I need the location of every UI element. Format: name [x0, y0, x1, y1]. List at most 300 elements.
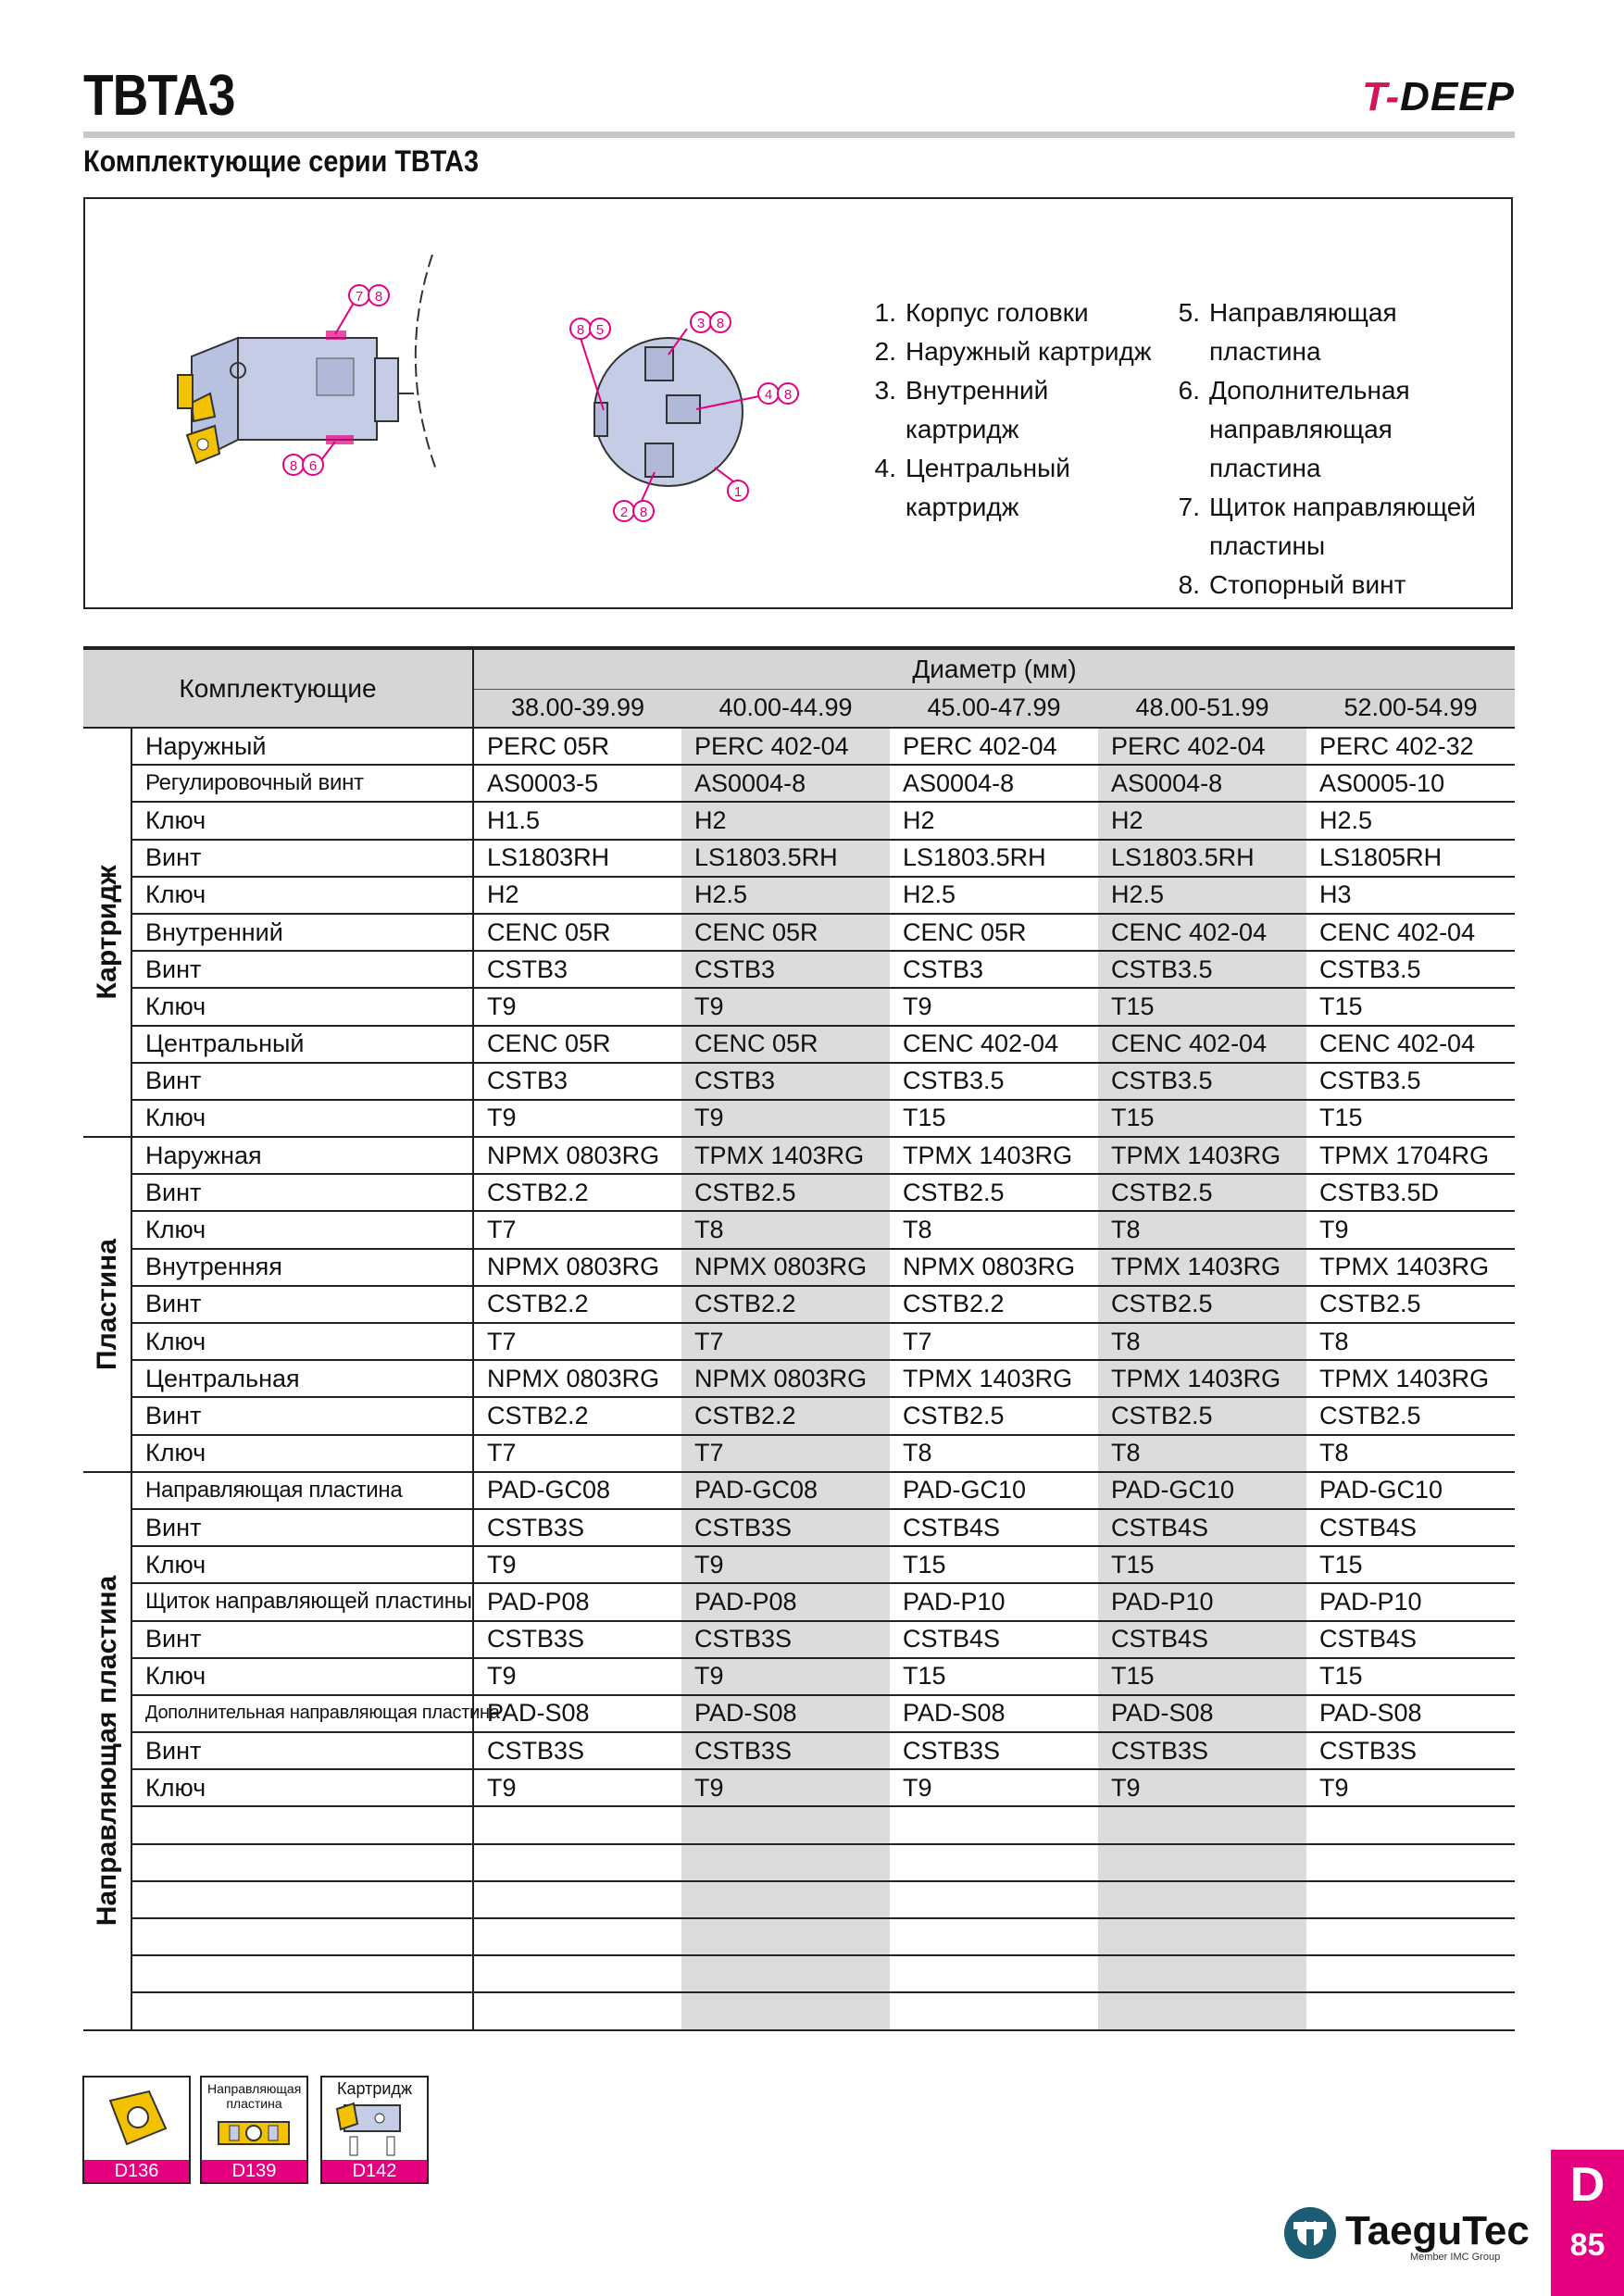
ref-page-d136: D136	[84, 2160, 189, 2182]
legend-text: Внутренний	[906, 376, 1049, 405]
row-label: Наружная	[131, 1137, 473, 1174]
value-cell: PERC 402-04	[681, 728, 890, 765]
value-cell: PAD-P10	[1098, 1583, 1306, 1620]
value-cell: PAD-P10	[1306, 1583, 1515, 1620]
row-label: Винт	[131, 1063, 473, 1100]
value-cell: H2	[473, 877, 681, 914]
row-label: Винт	[131, 1397, 473, 1434]
value-cell: CSTB2.5	[1098, 1174, 1306, 1211]
table-row	[83, 802, 1515, 839]
value-cell: T9	[473, 1546, 681, 1583]
table-row	[83, 765, 1515, 802]
legend-number: 3.	[874, 376, 896, 405]
value-cell: T15	[1306, 1100, 1515, 1137]
value-cell: CSTB2.2	[473, 1174, 681, 1211]
cartridge-icon	[322, 2078, 427, 2161]
value-cell: CSTB4S	[1306, 1509, 1515, 1546]
value-cell: T8	[1098, 1211, 1306, 1248]
value-cell: PAD-GC08	[681, 1472, 890, 1509]
brand-rest: DEEP	[1400, 74, 1515, 119]
value-cell	[473, 1844, 681, 1881]
value-cell: CSTB3S	[1306, 1732, 1515, 1769]
value-cell: T8	[1306, 1435, 1515, 1472]
value-cell	[473, 1806, 681, 1843]
value-cell	[1098, 1955, 1306, 1992]
svg-text:8: 8	[783, 387, 793, 403]
brand-prefix: T-	[1362, 74, 1401, 119]
row-label: Ключ	[131, 988, 473, 1025]
legend-item	[1168, 410, 1511, 488]
value-cell: H3	[1306, 877, 1515, 914]
value-cell: CSTB4S	[890, 1621, 1098, 1658]
legend-text: Корпус головки	[906, 298, 1089, 327]
value-cell: CSTB3	[473, 1063, 681, 1100]
value-cell: PERC 402-04	[890, 728, 1098, 765]
ref-label-guide-pad: Направляющая пластина	[207, 2081, 302, 2111]
header-rule	[83, 131, 1515, 138]
ref-page-d142: D142	[322, 2160, 427, 2182]
table-row	[83, 877, 1515, 914]
value-cell: CSTB3	[681, 951, 890, 988]
value-cell: PAD-S08	[1306, 1695, 1515, 1732]
value-cell	[681, 1918, 890, 1955]
value-cell: T15	[890, 1658, 1098, 1695]
ref-card-guide-pad[interactable]	[200, 2076, 308, 2184]
value-cell: CSTB2.5	[1098, 1286, 1306, 1323]
table-row	[83, 1026, 1515, 1063]
table-row	[83, 1100, 1515, 1137]
value-cell: H2.5	[681, 877, 890, 914]
value-cell	[473, 1955, 681, 1992]
value-cell: H1.5	[473, 802, 681, 839]
legend-text: Направляющая	[1209, 298, 1397, 327]
value-cell: TPMX 1403RG	[1098, 1137, 1306, 1174]
value-cell: TPMX 1403RG	[890, 1360, 1098, 1397]
row-label: Щиток направляющей пластины	[131, 1583, 473, 1620]
components-header: Комплектующие	[83, 650, 473, 728]
table-row	[83, 1583, 1515, 1620]
svg-text:8: 8	[639, 505, 648, 520]
legend-item	[1168, 371, 1511, 410]
legend-left	[865, 293, 1152, 527]
legend-item	[1168, 293, 1511, 332]
value-cell	[890, 1806, 1098, 1843]
table-row	[83, 728, 1515, 765]
value-cell	[1306, 1806, 1515, 1843]
value-cell: CENC 402-04	[1306, 914, 1515, 951]
row-label: Ключ	[131, 1546, 473, 1583]
row-label: Винт	[131, 1621, 473, 1658]
value-cell: CSTB3S	[890, 1732, 1098, 1769]
table-row	[83, 988, 1515, 1025]
value-cell: TPMX 1403RG	[890, 1137, 1098, 1174]
value-cell: CSTB3.5D	[1306, 1174, 1515, 1211]
group-label: Пластина	[91, 1238, 122, 1370]
legend-number: 5.	[1178, 298, 1200, 327]
value-cell: CSTB2.5	[890, 1174, 1098, 1211]
table-row	[83, 1918, 1515, 1955]
table-row	[83, 1955, 1515, 1992]
value-cell: NPMX 0803RG	[681, 1360, 890, 1397]
page-number: 85	[1569, 2227, 1605, 2263]
value-cell: PERC 402-32	[1306, 728, 1515, 765]
value-cell	[681, 1881, 890, 1918]
value-cell: T8	[681, 1211, 890, 1248]
row-label: Винт	[131, 951, 473, 988]
page-subtitle: Комплектующие серии TBTA3	[83, 144, 479, 178]
group-label-cell	[83, 1472, 131, 2030]
value-cell: T8	[1098, 1323, 1306, 1360]
value-cell: T8	[890, 1435, 1098, 1472]
svg-text:1: 1	[733, 484, 743, 500]
diameter-range-cell: 48.00-51.99	[1098, 689, 1306, 728]
value-cell: TPMX 1403RG	[1098, 1249, 1306, 1286]
value-cell: CSTB3S	[681, 1732, 890, 1769]
legend-item	[865, 488, 1152, 527]
diameter-range-cell: 38.00-39.99	[473, 689, 681, 728]
row-label: Наружный	[131, 728, 473, 765]
svg-text:2: 2	[619, 505, 629, 520]
legend-number: 1.	[874, 298, 896, 327]
svg-text:4: 4	[764, 387, 773, 403]
legend-number: 8.	[1178, 570, 1200, 599]
row-label	[131, 1918, 473, 1955]
value-cell	[681, 1992, 890, 2029]
row-label: Дополнительная направляющая пластина	[131, 1695, 473, 1732]
value-cell: T7	[681, 1323, 890, 1360]
value-cell	[1098, 1881, 1306, 1918]
value-cell: PAD-GC08	[473, 1472, 681, 1509]
table-row	[83, 1360, 1515, 1397]
value-cell: T8	[890, 1211, 1098, 1248]
row-label: Ключ	[131, 1323, 473, 1360]
value-cell: CSTB2.5	[681, 1174, 890, 1211]
value-cell: H2.5	[890, 877, 1098, 914]
value-cell: CSTB3S	[681, 1509, 890, 1546]
value-cell: TPMX 1403RG	[681, 1137, 890, 1174]
value-cell: T9	[1098, 1769, 1306, 1806]
legend-item	[1168, 332, 1511, 371]
table-row	[83, 1323, 1515, 1360]
value-cell: T15	[890, 1546, 1098, 1583]
table-row	[83, 1435, 1515, 1472]
value-cell: T7	[473, 1435, 681, 1472]
value-cell: AS0004-8	[1098, 765, 1306, 802]
diameter-range-cell: 40.00-44.99	[681, 689, 890, 728]
value-cell	[890, 1844, 1098, 1881]
value-cell: AS0005-10	[1306, 765, 1515, 802]
value-cell: PAD-S08	[681, 1695, 890, 1732]
value-cell: NPMX 0803RG	[473, 1249, 681, 1286]
value-cell: T9	[681, 988, 890, 1025]
value-cell: LS1803.5RH	[890, 840, 1098, 877]
table-row	[83, 914, 1515, 951]
table-row	[83, 1992, 1515, 2029]
value-cell: CSTB3	[473, 951, 681, 988]
value-cell: CSTB3.5	[890, 1063, 1098, 1100]
taegutec-logo-icon	[1280, 2203, 1340, 2263]
table-row	[83, 1658, 1515, 1695]
value-cell: AS0003-5	[473, 765, 681, 802]
value-cell: NPMX 0803RG	[890, 1249, 1098, 1286]
row-label: Ключ	[131, 1100, 473, 1137]
row-label: Винт	[131, 1174, 473, 1211]
table-row	[83, 1472, 1515, 1509]
value-cell: PAD-S08	[473, 1695, 681, 1732]
value-cell: CSTB3S	[473, 1509, 681, 1546]
value-cell: T15	[1306, 1546, 1515, 1583]
row-label: Винт	[131, 1732, 473, 1769]
value-cell: CSTB4S	[890, 1509, 1098, 1546]
value-cell: PERC 05R	[473, 728, 681, 765]
value-cell: CSTB3S	[681, 1621, 890, 1658]
value-cell	[1306, 1918, 1515, 1955]
value-cell: T8	[1098, 1435, 1306, 1472]
ref-card-insert[interactable]	[82, 2076, 191, 2184]
row-label: Ключ	[131, 1211, 473, 1248]
value-cell	[1098, 1918, 1306, 1955]
value-cell: CENC 05R	[473, 1026, 681, 1063]
value-cell: CENC 402-04	[1306, 1026, 1515, 1063]
group-label-cell	[83, 1137, 131, 1472]
table-row	[83, 1211, 1515, 1248]
legend-number: 6.	[1178, 376, 1200, 405]
value-cell: T15	[1306, 1658, 1515, 1695]
row-label: Винт	[131, 840, 473, 877]
ref-card-cartridge[interactable]	[320, 2076, 429, 2184]
value-cell: H2	[890, 802, 1098, 839]
value-cell: CSTB2.2	[681, 1397, 890, 1434]
value-cell: T9	[1306, 1769, 1515, 1806]
value-cell: CSTB2.2	[890, 1286, 1098, 1323]
value-cell: T15	[1098, 988, 1306, 1025]
svg-text:8: 8	[374, 289, 383, 305]
row-label: Центральная	[131, 1360, 473, 1397]
table-header-row	[83, 650, 1515, 689]
value-cell: T9	[890, 1769, 1098, 1806]
page-title: TBTA3	[83, 64, 235, 128]
value-cell: T9	[681, 1546, 890, 1583]
value-cell: T8	[1306, 1323, 1515, 1360]
value-cell: CSTB3.5	[1306, 1063, 1515, 1100]
tool-side-view-drawing	[136, 255, 469, 523]
value-cell: T9	[1306, 1211, 1515, 1248]
company-logo: TaeguTec	[1345, 2208, 1530, 2253]
value-cell: CENC 05R	[473, 914, 681, 951]
svg-text:6: 6	[308, 458, 318, 474]
group-label: Направляющая пластина	[91, 1575, 122, 1927]
table-row	[83, 1769, 1515, 1806]
group-label-cell	[83, 728, 131, 1137]
legend-text: Щиток направляющей	[1209, 493, 1477, 521]
table-row	[83, 1286, 1515, 1323]
value-cell: T9	[681, 1769, 890, 1806]
value-cell: CSTB4S	[1098, 1621, 1306, 1658]
svg-text:7: 7	[355, 289, 364, 305]
value-cell: CSTB2.2	[473, 1286, 681, 1323]
value-cell	[1098, 1992, 1306, 2029]
table-row	[83, 840, 1515, 877]
row-label	[131, 1955, 473, 1992]
tool-front-view-drawing	[548, 292, 826, 532]
legend-text: картридж	[906, 415, 1019, 443]
value-cell: T15	[1098, 1658, 1306, 1695]
value-cell	[473, 1992, 681, 2029]
legend-text: картридж	[906, 493, 1019, 521]
value-cell: CSTB2.5	[1306, 1397, 1515, 1434]
legend-item	[865, 293, 1152, 332]
value-cell: T9	[681, 1658, 890, 1695]
value-cell	[1098, 1806, 1306, 1843]
legend-number: 2.	[874, 337, 896, 366]
svg-text:8: 8	[576, 322, 585, 338]
value-cell: T7	[473, 1323, 681, 1360]
value-cell: LS1805RH	[1306, 840, 1515, 877]
value-cell: CSTB4S	[1098, 1509, 1306, 1546]
value-cell: TPMX 1403RG	[1098, 1360, 1306, 1397]
value-cell: CENC 402-04	[1098, 914, 1306, 951]
value-cell: CSTB3.5	[1098, 1063, 1306, 1100]
value-cell: TPMX 1403RG	[1306, 1249, 1515, 1286]
table-row	[83, 1509, 1515, 1546]
table-row	[83, 1881, 1515, 1918]
value-cell: T7	[681, 1435, 890, 1472]
row-label	[131, 1844, 473, 1881]
figure-box	[83, 197, 1513, 609]
row-label: Ключ	[131, 877, 473, 914]
value-cell: PAD-GC10	[1098, 1472, 1306, 1509]
value-cell	[473, 1918, 681, 1955]
value-cell: CSTB3S	[473, 1621, 681, 1658]
value-cell: PAD-P08	[473, 1583, 681, 1620]
value-cell: T9	[473, 1100, 681, 1137]
table-row	[83, 1844, 1515, 1881]
diameter-header: Диаметр (мм)	[473, 650, 1515, 689]
row-label: Ключ	[131, 1769, 473, 1806]
row-label	[131, 1881, 473, 1918]
value-cell: T9	[473, 988, 681, 1025]
brand-logo	[1362, 74, 1515, 120]
value-cell: CENC 05R	[890, 914, 1098, 951]
legend-text: пластины	[1209, 531, 1326, 560]
legend-item	[865, 332, 1152, 371]
legend-right	[1168, 293, 1511, 605]
value-cell: PAD-GC10	[890, 1472, 1098, 1509]
value-cell: PAD-P10	[890, 1583, 1098, 1620]
value-cell	[681, 1844, 890, 1881]
legend-text: Дополнительная	[1209, 376, 1410, 405]
ref-page-d139: D139	[202, 2160, 306, 2182]
value-cell: CENC 402-04	[1098, 1026, 1306, 1063]
row-label: Центральный	[131, 1026, 473, 1063]
legend-item	[1168, 566, 1511, 605]
legend-item	[865, 449, 1152, 488]
table-row	[83, 1063, 1515, 1100]
value-cell: LS1803.5RH	[1098, 840, 1306, 877]
legend-number	[1168, 527, 1200, 566]
legend-text: Наружный картридж	[906, 337, 1152, 366]
diameter-range-cell: 52.00-54.99	[1306, 689, 1515, 728]
legend-number	[865, 410, 896, 449]
svg-text:5: 5	[595, 322, 605, 338]
legend-number: 4.	[874, 454, 896, 482]
ref-label-cartridge: Картридж	[337, 2079, 412, 2098]
value-cell: H2	[681, 802, 890, 839]
legend-number	[1168, 410, 1200, 488]
row-label: Ключ	[131, 1658, 473, 1695]
value-cell: CSTB2.5	[1306, 1286, 1515, 1323]
value-cell: T15	[890, 1100, 1098, 1137]
row-label: Регулировочный винт	[131, 765, 473, 802]
value-cell: CSTB4S	[1306, 1621, 1515, 1658]
legend-text: направляющая пластина	[1209, 415, 1393, 482]
table-row	[83, 1732, 1515, 1769]
components-table	[83, 650, 1515, 2031]
svg-text:8: 8	[716, 316, 725, 331]
legend-number: 7.	[1178, 493, 1200, 521]
table-row	[83, 1621, 1515, 1658]
section-letter: D	[1569, 2158, 1605, 2212]
value-cell: CSTB2.5	[1098, 1397, 1306, 1434]
value-cell: CSTB3S	[1098, 1732, 1306, 1769]
legend-item	[1168, 527, 1511, 566]
section-tab	[1551, 2150, 1624, 2296]
legend-text: Стопорный винт	[1209, 570, 1406, 599]
row-label: Внутренний	[131, 914, 473, 951]
table-row	[83, 1695, 1515, 1732]
value-cell	[1306, 1844, 1515, 1881]
value-cell: TPMX 1704RG	[1306, 1137, 1515, 1174]
value-cell: PAD-S08	[890, 1695, 1098, 1732]
table-row	[83, 951, 1515, 988]
insert-icon	[84, 2078, 189, 2161]
diameter-range-cell: 45.00-47.99	[890, 689, 1098, 728]
value-cell: CSTB3.5	[1098, 951, 1306, 988]
value-cell: NPMX 0803RG	[681, 1249, 890, 1286]
legend-item	[865, 410, 1152, 449]
value-cell	[681, 1955, 890, 1992]
value-cell: CSTB3S	[473, 1732, 681, 1769]
value-cell: AS0004-8	[890, 765, 1098, 802]
value-cell: CSTB2.5	[890, 1397, 1098, 1434]
legend-item	[865, 371, 1152, 410]
svg-text:3: 3	[696, 316, 706, 331]
value-cell	[1098, 1844, 1306, 1881]
value-cell: T9	[473, 1769, 681, 1806]
value-cell: CENC 402-04	[890, 1026, 1098, 1063]
value-cell: PAD-S08	[1098, 1695, 1306, 1732]
row-label	[131, 1806, 473, 1843]
table-row	[83, 1397, 1515, 1434]
value-cell	[1306, 1992, 1515, 2029]
value-cell: T15	[1098, 1100, 1306, 1137]
row-label: Направляющая пластина	[131, 1472, 473, 1509]
company-logo-sub: Member IMC Group	[1410, 2252, 1501, 2263]
legend-text: пластина	[1209, 337, 1321, 366]
value-cell	[890, 1918, 1098, 1955]
value-cell: CSTB2.2	[473, 1397, 681, 1434]
table-row	[83, 1249, 1515, 1286]
value-cell: CSTB3.5	[1306, 951, 1515, 988]
value-cell: T15	[1098, 1546, 1306, 1583]
legend-item	[1168, 488, 1511, 527]
row-label: Винт	[131, 1509, 473, 1546]
svg-text:8: 8	[289, 458, 298, 474]
row-label: Ключ	[131, 802, 473, 839]
value-cell: CENC 05R	[681, 914, 890, 951]
legend-number	[865, 488, 896, 527]
value-cell	[1306, 1955, 1515, 1992]
